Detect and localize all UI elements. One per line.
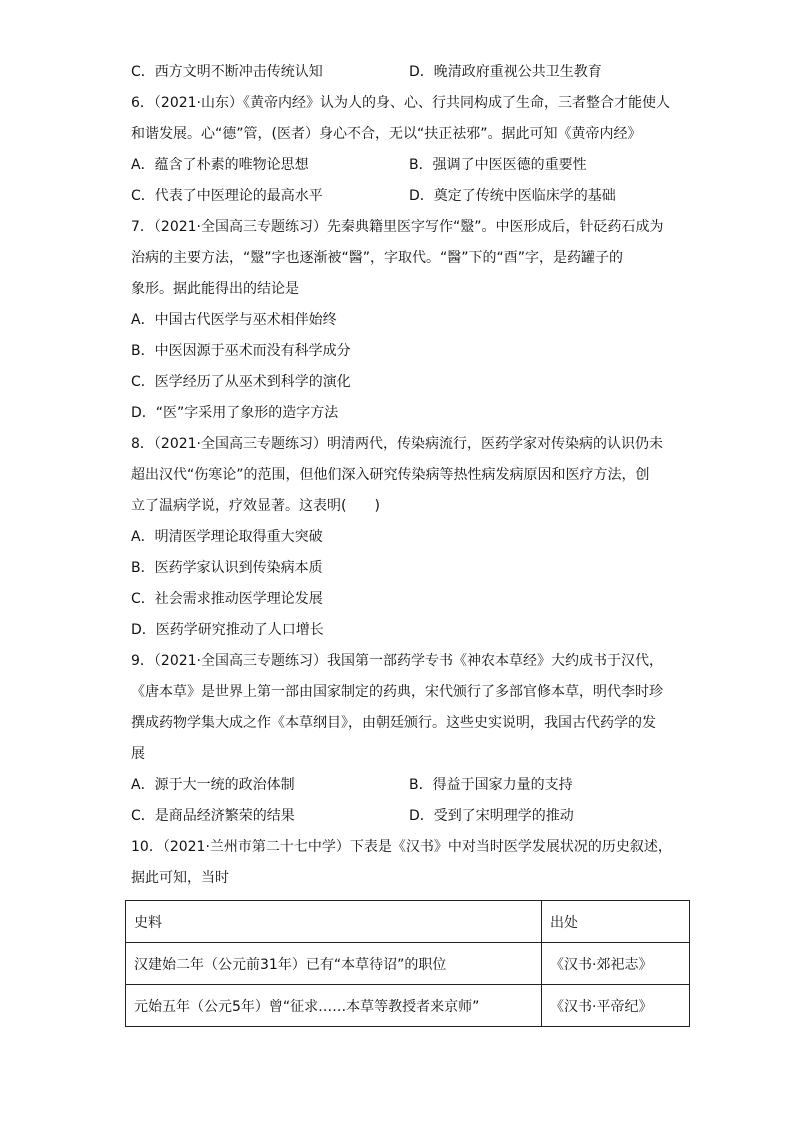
text-line: A．中国古代医学与巫术相伴始终 [131, 312, 337, 328]
table-header-cell: 出处 [542, 901, 690, 943]
text-line: D．医药学研究推动了人口增长 [131, 622, 324, 638]
option-text: C．代表了中医理论的最高水平 [131, 188, 323, 204]
option-text: B．得益于国家力量的支持 [409, 777, 573, 793]
text-line: 象形。据此能得出的结论是 [131, 281, 299, 297]
table-cell: 《汉书·郊祀志》 [542, 943, 690, 985]
option-row [131, 806, 691, 837]
text-line: 和谐发展。心“德”管，(医者）身心不合，无以“扶正祛邪”。据此可知《黄帝内经》 [131, 126, 642, 142]
table-cell: 《汉书·平帝纪》 [542, 985, 690, 1027]
option-text: A．蕴含了朴素的唯物论思想 [131, 157, 309, 173]
text-line: 展 [131, 746, 145, 762]
text-line: C．医学经历了从巫术到科学的演化 [131, 374, 351, 390]
text-line: 10．（2021·兰州市第二十七中学）下表是《汉书》中对当时医学发展状况的历史叙述， [131, 839, 672, 855]
text-line: 6．（2021·山东）《黄帝内经》认为人的身、心、行共同构成了生命，三者整合才能使人 [131, 95, 670, 111]
text-line: 治病的主要方法，“毉”字也逐渐被“醫”，字取代。“醫”下的“酉”字，是药罐子的 [131, 250, 624, 266]
option-text: A．源于大一统的政治体制 [131, 777, 295, 793]
text-line: D．“医”字采用了象形的造字方法 [131, 405, 339, 421]
option-row [131, 775, 691, 806]
option-text: B．强调了中医医德的重要性 [409, 157, 587, 173]
text-line: B．中医因源于巫术而没有科学成分 [131, 343, 351, 359]
text-line: 据此可知，当时 [131, 870, 229, 886]
text-line: 立了温病学说，疗效显著。这表明( ) [131, 498, 380, 514]
document-body [131, 62, 691, 1027]
text-line: 8．（2021·全国高三专题练习）明清两代，传染病流行，医药学家对传染病的认识仍未 [131, 436, 663, 452]
table-header-cell: 史料 [126, 901, 542, 943]
text-line: 7．（2021·全国高三专题练习）先秦典籍里医字写作“毉”。中医形成后，针砭药石成为 [131, 219, 664, 235]
text-line: A．明清医学理论取得重大突破 [131, 529, 323, 545]
table-header-row [126, 901, 690, 943]
text-line: 超出汉代“伤寒论”的范围，但他们深入研究传染病等热性病发病原因和医疗方法，创 [131, 467, 650, 483]
text-line: 9．（2021·全国高三专题练习）我国第一部药学专书《神农本草经》大约成书于汉代， [131, 653, 663, 669]
table-row [126, 985, 690, 1027]
text-line: 撰成药物学集大成之作《本草纲目》，由朝廷颁行。这些史实说明，我国古代药学的发 [131, 715, 656, 731]
table-cell: 汉建始二年（公元前31年）已有“本草待诏”的职位 [126, 943, 542, 985]
table-cell: 元始五年（公元5年）曾“征求……本草等教授者来京师” [126, 985, 542, 1027]
option-text: D．受到了宋明理学的推动 [409, 808, 574, 824]
table-row [126, 943, 690, 985]
option-row [131, 186, 691, 217]
text-line: B．医药学家认识到传染病本质 [131, 560, 323, 576]
option-text: C．西方文明不断冲击传统认知 [131, 64, 323, 80]
option-text: D．奠定了传统中医临床学的基础 [409, 188, 616, 204]
text-line: C．社会需求推动医学理论发展 [131, 591, 323, 607]
option-text: C．是商品经济繁荣的结果 [131, 808, 295, 824]
option-row [131, 155, 691, 186]
text-line: 《唐本草》是世界上第一部由国家制定的药典，宋代颁行了多部官修本草，明代李时珍 [131, 684, 663, 700]
option-row [131, 62, 691, 93]
option-text: D．晚清政府重视公共卫生教育 [409, 64, 602, 80]
source-table [125, 900, 690, 1027]
